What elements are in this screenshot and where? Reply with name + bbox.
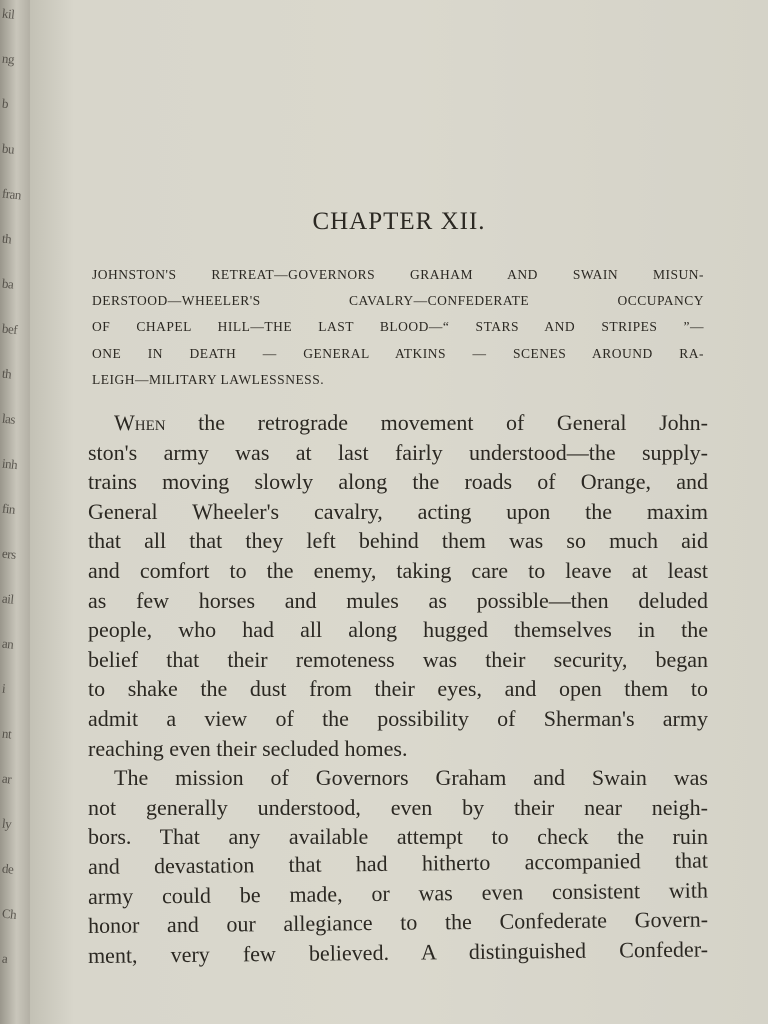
facing-page-fragment: ng [1,50,15,67]
facing-page-fragment: th [1,365,12,382]
body-line: and comfort to the enemy, taking care to leave at least [88,557,708,583]
book-page [30,0,768,1024]
chapter-synopsis [92,262,704,393]
facing-page-fragment: ba [1,275,15,292]
body-text [88,408,708,970]
body-line: and devastation that had hitherto accompanied that [87,847,709,879]
synopsis-line: DERSTOOD—WHEELER'S CAVALRY—CONFEDERATE OCCUPANCY [92,293,704,309]
facing-page-fragment: ar [1,770,12,787]
facing-page-fragment: ail [1,590,15,607]
body-line: General Wheeler's cavalry, acting upon the maxim [88,498,708,524]
facing-page-fragment: las [1,410,16,427]
body-line: not generally understood, even by their near neigh- [88,794,708,820]
body-line: bors. That any available attempt to check the ruin [88,824,708,850]
body-line: trains moving slowly along the roads of Orange, and [88,469,708,495]
synopsis-line: ONE IN DEATH — GENERAL ATKINS — SCENES AROUND RA- [92,345,704,361]
body-line: that all that they left behind them was so much aid [88,528,708,554]
facing-page-fragment: an [1,635,15,652]
facing-page-fragment: bu [1,140,15,157]
facing-page-fragment: bef [1,320,18,338]
body-line: reaching even their secluded homes. [88,735,408,761]
facing-page-fragment: a [1,950,9,967]
body-line: people, who had all along hugged themselves in the [88,617,708,643]
chapter-title: CHAPTER XII. [312,208,486,235]
body-line: to shake the dust from their eyes, and open them to [88,676,708,702]
body-line: army could be made, or was even consistent with [87,877,709,909]
body-line: admit a view of the possibility of Sherman's army [88,705,708,731]
facing-page-fragment: ly [1,815,12,832]
facing-page-fragment: nt [1,725,12,742]
facing-page-fragment: th [1,230,12,247]
body-line: ston's army was at last fairly understood—the supply- [88,439,708,465]
body-line: The mission of Governors Graham and Swain was [114,765,708,791]
facing-page-fragment: de [1,860,15,877]
facing-page-fragment: Ch [1,905,18,922]
facing-page-fragment: inh [1,455,18,473]
facing-page-fragment: ers [1,545,17,562]
body-line: belief that their remoteness was their security, began [88,646,708,672]
lead-word: When [114,410,166,435]
paragraph-1 [88,408,708,763]
facing-page-fragment: fin [1,500,16,517]
facing-page-fragment: fran [1,185,22,203]
facing-page-fragment: b [1,95,9,112]
facing-page-fragment: i [1,680,7,696]
synopsis-line: JOHNSTON'S RETREAT—GOVERNORS GRAHAM AND SWAIN MISUN- [92,267,704,282]
synopsis-line: LEIGH—MILITARY LAWLESSNESS. [92,371,325,387]
body-line: as few horses and mules as possible—then deluded [88,587,708,613]
facing-page-fragment: kil [1,5,16,22]
body-line: ment, very few believed. A distinguished Confeder- [87,936,709,968]
synopsis-line: OF CHAPEL HILL—THE LAST BLOOD—“ STARS AND STRIPES ”— [92,319,704,335]
body-line-text: the retrograde movement of General John- [198,410,708,435]
body-line [88,408,708,438]
paragraph-2 [88,763,708,970]
body-line: honor and our allegiance to the Confederate Govern- [87,906,709,939]
facing-page-edge [0,0,30,1024]
